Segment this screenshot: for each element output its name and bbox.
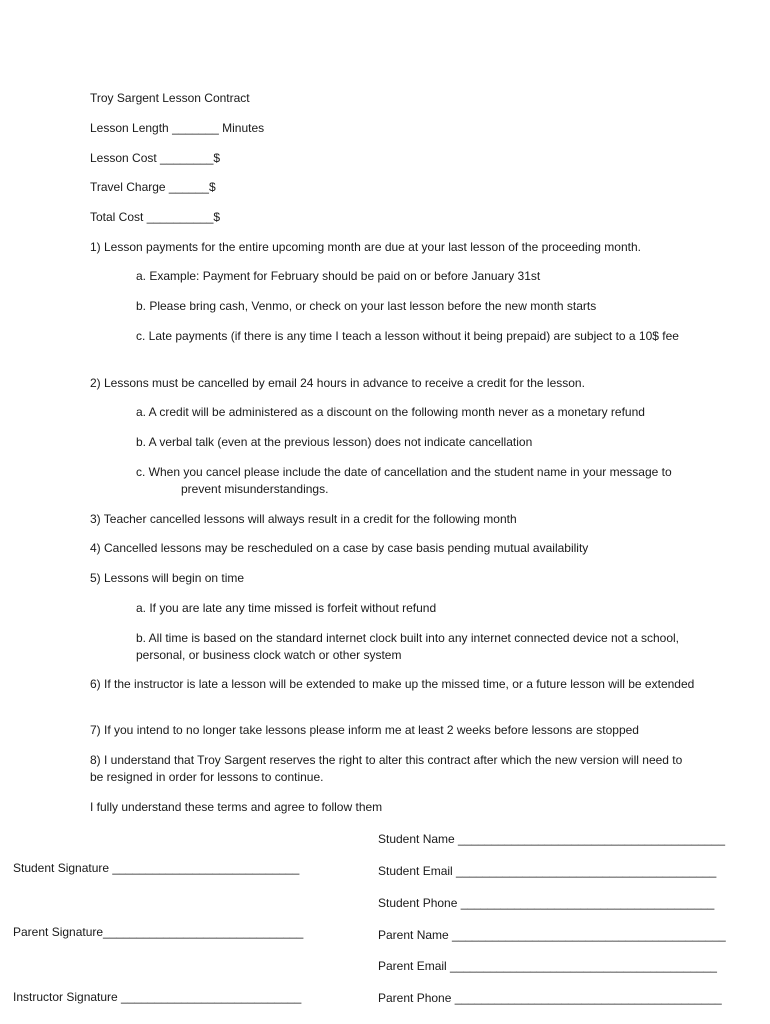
travel-charge-field: Travel Charge ______$ xyxy=(90,180,216,194)
term-2a: a. A credit will be administered as a discount on the following month never as a monetary refund xyxy=(136,405,645,419)
agreement-statement: I fully understand these terms and agree to follow them xyxy=(90,800,383,814)
term-5: 5) Lessons will begin on time xyxy=(90,571,245,585)
parent-name-field: Parent Name _________________________________________ xyxy=(378,928,726,942)
term-8: 8) I understand that Troy Sargent reserves the right to alter this contract after which the new version will need to be resigned in order for lessons to continue. xyxy=(90,753,683,784)
parent-signature-field: Parent Signature______________________________ xyxy=(13,925,304,939)
instructor-signature-field: Instructor Signature ___________________________ xyxy=(13,990,302,1004)
term-4: 4) Cancelled lessons may be rescheduled on a case by case basis pending mutual availability xyxy=(90,541,589,555)
contract-title: Troy Sargent Lesson Contract xyxy=(90,91,250,105)
total-cost-field: Total Cost __________$ xyxy=(90,210,221,224)
term-5b: b. All time is based on the standard internet clock built into any internet connected device not a school, personal, or business clock watch or other system xyxy=(136,631,679,662)
term-2: 2) Lessons must be cancelled by email 24 hours in advance to receive a credit for the lesson. xyxy=(90,376,585,390)
student-email-field: Student Email _______________________________________ xyxy=(378,864,717,878)
term-3: 3) Teacher cancelled lessons will always result in a credit for the following month xyxy=(90,512,517,526)
term-1: 1) Lesson payments for the entire upcoming month are due at your last lesson of the proceeding month. xyxy=(90,240,641,254)
term-7: 7) If you intend to no longer take lessons please inform me at least 2 weeks before lessons are stopped xyxy=(90,723,639,737)
term-5a: a. If you are late any time missed is forfeit without refund xyxy=(136,601,437,615)
term-1a: a. Example: Payment for February should be paid on or before January 31st xyxy=(136,269,541,283)
term-1b: b. Please bring cash, Venmo, or check on your last lesson before the new month starts xyxy=(136,299,597,313)
term-2b: b. A verbal talk (even at the previous lesson) does not indicate cancellation xyxy=(136,435,533,449)
parent-phone-field: Parent Phone ________________________________________ xyxy=(378,991,722,1005)
student-phone-field: Student Phone ______________________________________ xyxy=(378,896,715,910)
parent-email-field: Parent Email ________________________________________ xyxy=(378,959,717,973)
lesson-cost-field: Lesson Cost ________$ xyxy=(90,151,221,165)
student-name-field: Student Name ________________________________________ xyxy=(378,832,725,846)
term-6: 6) If the instructor is late a lesson will be extended to make up the missed time, or a future lesson will be extended xyxy=(90,677,695,691)
lesson-length-field: Lesson Length _______ Minutes xyxy=(90,121,265,135)
term-2c: c. When you cancel please include the date of cancellation and the student name in your message to prevent misunderstandings. xyxy=(136,465,672,496)
student-signature-field: Student Signature ____________________________ xyxy=(13,861,300,875)
term-1c: c. Late payments (if there is any time I teach a lesson without it being prepaid) are subject to a 10$ fee xyxy=(136,329,679,343)
